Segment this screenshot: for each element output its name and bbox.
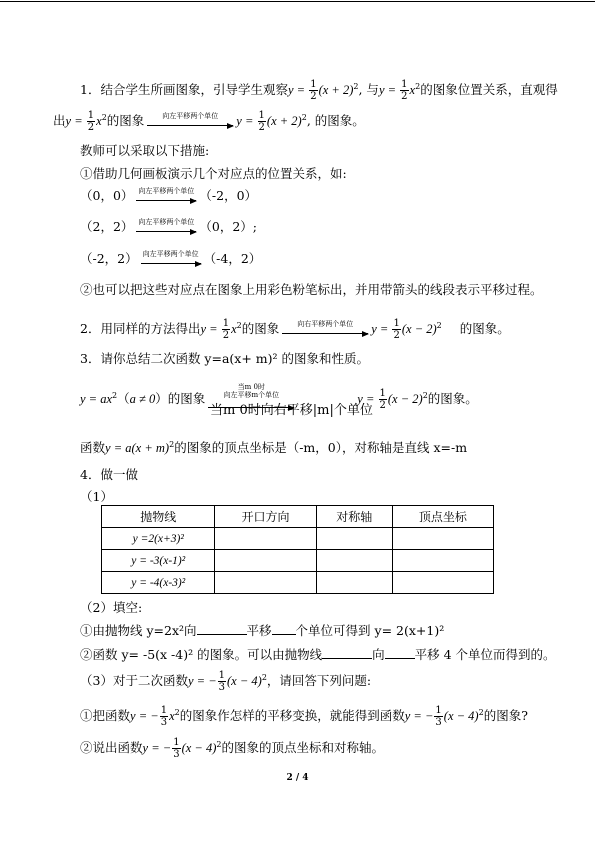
point-pair-2: （2，2） 向左平移两个单位 （0，2）; — [80, 217, 258, 234]
item1-text: 1．结合学生所画图象，引导学生观察 — [80, 82, 288, 97]
table-row — [102, 572, 494, 594]
table-row — [102, 550, 494, 572]
item4-sub2: （2）填空: — [80, 600, 143, 615]
table-cell[interactable] — [215, 572, 316, 594]
blank-field[interactable] — [197, 622, 247, 635]
item3-vertex: 函数$y = a(x + m)^2$的图象的顶点坐标是（-m，0），对称轴是直线 x=-m — [80, 439, 468, 455]
table-header: 顶点坐标 — [392, 506, 493, 528]
arrow-head-icon — [227, 123, 234, 129]
blank-field[interactable] — [322, 646, 372, 659]
table-cell[interactable] — [215, 550, 316, 572]
arrow-head-icon — [190, 198, 197, 204]
item4-title: 4．做一做 — [80, 467, 138, 482]
item3-below-arrow: 当m 0时向右平移|m|个单位 — [210, 403, 373, 418]
item3-title: 3．请你总结二次函数 y=a(x+ m)² 的图象和性质。 — [80, 351, 370, 366]
point-pair-1: （0，0） 向左平移两个单位 （-2，0） — [80, 186, 258, 203]
translate-arrow: 向左平移两个单位 — [141, 253, 201, 267]
translate-arrow: 当m 0时 向左平移m个单位 — [208, 389, 294, 411]
translate-arrow: 向左平移两个单位 — [136, 221, 196, 235]
point-pair-3: （-2，2） 向左平移两个单位 （-4，2） — [80, 249, 262, 266]
table-row — [102, 528, 494, 550]
teacher-measure-1: ①借助几何画板演示几个对应点的位置关系，如: — [80, 166, 347, 181]
table-cell: y =2(x+3)² — [102, 528, 215, 550]
table-cell[interactable] — [316, 528, 392, 550]
blank-field[interactable] — [385, 646, 415, 659]
translate-arrow: 向左平移两个单位 — [136, 190, 196, 204]
question-1: ①把函数y = − $\frac{1}{3}$ $x^2$的图象作怎样的平移变换，就能得到函数y = − $\frac{1}{3}$ $(x - 4)^2$的图象? — [80, 705, 528, 728]
table-cell[interactable] — [392, 572, 493, 594]
arrow-head-icon — [195, 261, 202, 267]
arrow-head-icon — [190, 229, 197, 235]
teacher-intro: 教师可以采取以下措施: — [80, 143, 210, 158]
item4-sub1: （1） — [80, 489, 113, 504]
translate-arrow: 向右平移两个单位 — [282, 323, 368, 337]
header-rule — [0, 1, 595, 2]
teacher-measure-2: ②也可以把这些对应点在图象上用彩色粉笔标出，并用带箭头的线段表示平移过程。 — [80, 282, 543, 297]
translate-arrow: 向左平移两个单位 — [147, 115, 233, 129]
table-cell[interactable] — [316, 572, 392, 594]
item2-line: 2．用同样的方法得出y = $\frac{1}{2}$ $x^2$的图象 向右平移两个单位 y = $\frac{1}{2}$ $(x - 2)^2$ 的图象。 — [80, 318, 510, 341]
question-2: ②说出函数y = − $\frac{1}{3}$ $(x - 4)^2$的图象的顶点坐标和对称轴。 — [80, 737, 384, 760]
formula: y = — [287, 83, 309, 97]
table-cell[interactable] — [316, 550, 392, 572]
arrow-head-icon — [362, 331, 369, 337]
item3-rule: $y = ax^2(a \ne 0)$的图象 当m 0时 向左平移m个单位 y = $\frac{1}{2}$ $(x - 2)^2$的图象。 — [80, 382, 478, 411]
fraction-half: $\frac{1}{2}$ — [310, 79, 317, 102]
item1-line1: 1．结合学生所画图象，引导学生观察y = $\frac{1}{2}$ $(x + 2)^2$, 与y = $\frac{1}{2}$ $x^2$的图象位置关系，直观得 — [80, 79, 558, 102]
table-header-row — [102, 506, 494, 528]
fraction-third: $\frac{1}{3}$ — [218, 670, 226, 693]
parabola-table — [101, 505, 494, 594]
table-header: 开口方向 — [215, 506, 316, 528]
table-header: 抛物线 — [102, 506, 215, 528]
table-cell: y = -3(x-1)² — [102, 550, 215, 572]
item1-line2: 出y = $\frac{1}{2}$ $x^2$的图象 向左平移两个单位 y = $\frac{1}{2}$ $(x + 2)^2$, 的图象。 — [53, 110, 365, 133]
table-cell[interactable] — [392, 550, 493, 572]
fill-blank-2: ②函数 y= -5(x -4)² 的图象。可以由抛物线 向 平移 4 个单位而得到的。 — [80, 647, 556, 662]
table-cell[interactable] — [392, 528, 493, 550]
fill-blank-1: ①由抛物线 y=2x²向 平移 个单位可得到 y= 2(x+1)² — [80, 623, 445, 638]
blank-field[interactable] — [272, 622, 296, 635]
table-header: 对称轴 — [316, 506, 392, 528]
table-cell: y = -4(x-3)² — [102, 572, 215, 594]
table-cell[interactable] — [215, 528, 316, 550]
item4-sub3: （3）对于二次函数y = − $\frac{1}{3}$ $(x - 4)^2$，请回答下列问题: — [80, 670, 372, 693]
page-number: 2 / 4 — [286, 773, 309, 783]
